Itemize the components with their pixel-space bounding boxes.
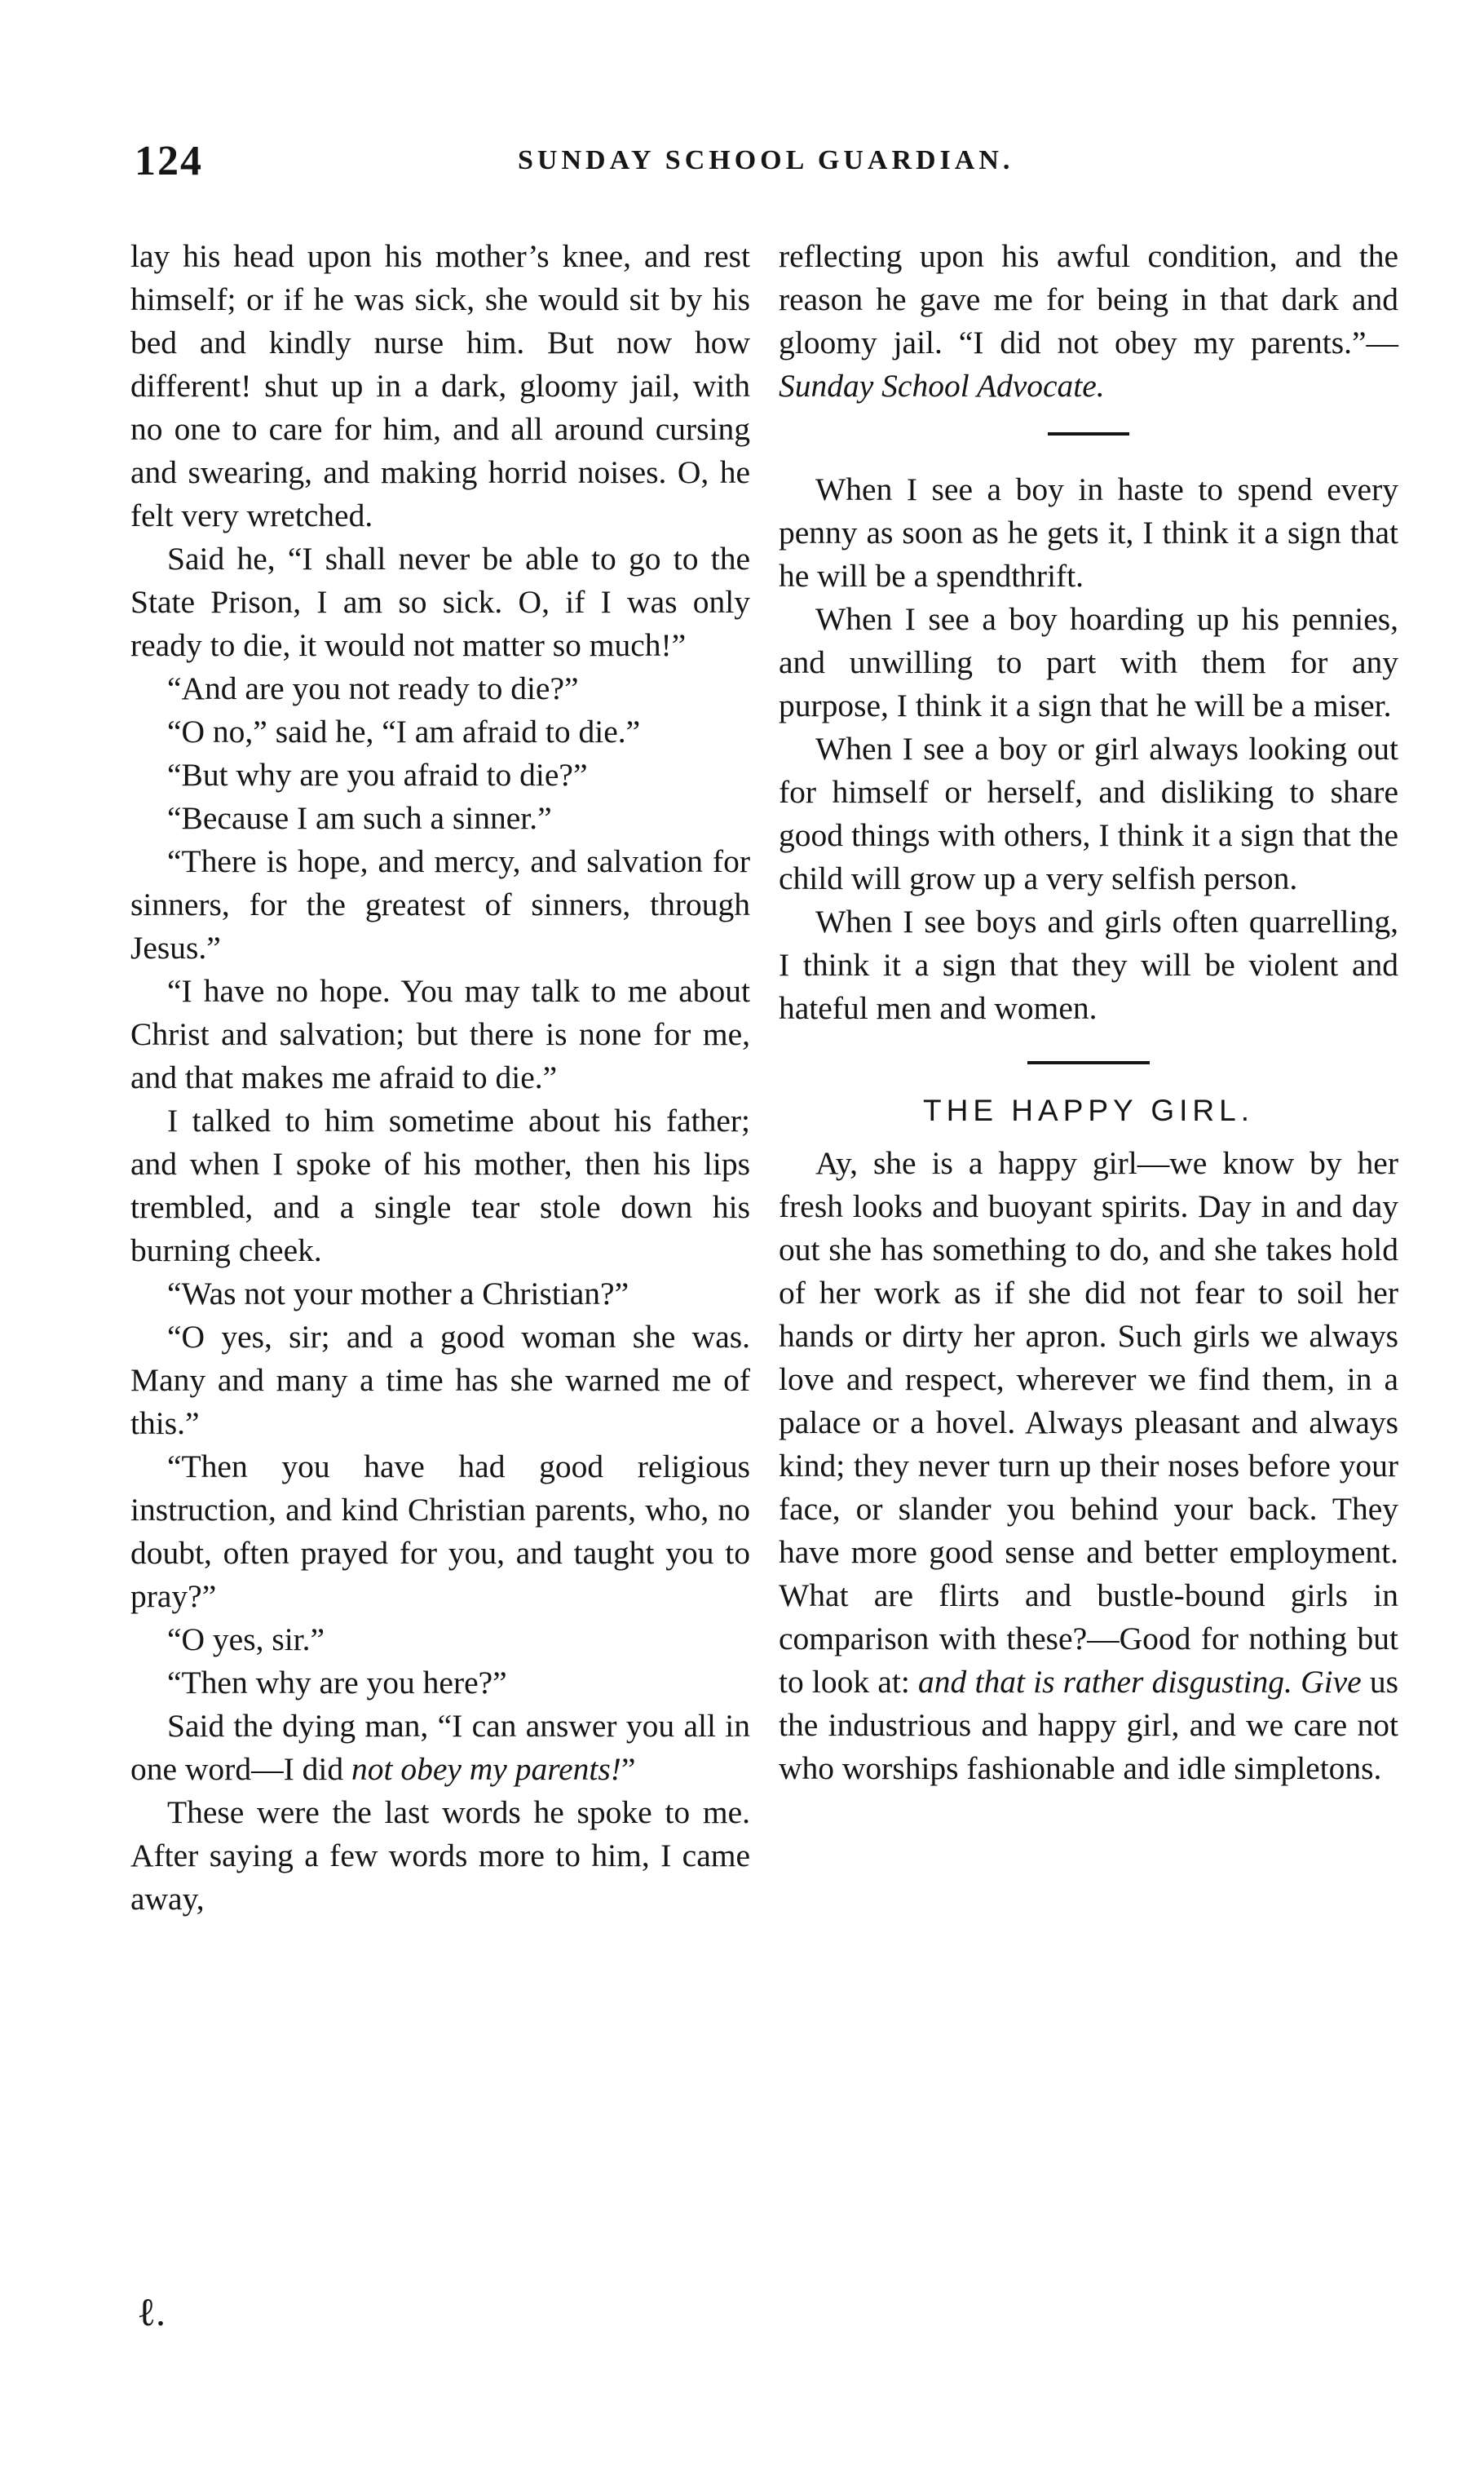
source-credit: Sunday School Advocate. <box>779 368 1105 404</box>
section-heading: THE HAPPY GIRL. <box>923 1094 1254 1127</box>
paragraph-continued <box>779 235 1398 408</box>
paragraph: “Because I am such a sinner.” <box>167 800 552 836</box>
text-run: Said the dying man, “I can answer you all in one word—I did <box>130 1708 750 1787</box>
paragraph: When I see boys and girls often quarrelling, I think it a sign that they will be violent and hateful men and women. <box>779 904 1398 1026</box>
paragraph: “O yes, sir.” <box>167 1621 325 1657</box>
italic-text: not obey my parents! <box>351 1751 621 1787</box>
paragraph: Said he, “I shall never be able to go to the State Prison, I am so sick. O, if I was only ready to die, it would not matter so much!” <box>130 541 750 663</box>
paragraph: When I see a boy hoarding up his pennies, and unwilling to part with them for any purpose, I think it a sign that he will be a miser. <box>779 601 1398 723</box>
footer-mark: ℓ. <box>137 2291 166 2334</box>
text-run: ” <box>621 1751 636 1787</box>
paragraph-last-words <box>130 1705 750 1791</box>
paragraph: “There is hope, and mercy, and salvation for sinners, for the greatest of sinners, through Jesus.” <box>130 843 750 966</box>
paragraph-happy-girl <box>779 1142 1398 1790</box>
paragraph: I talked to him sometime about his father; and when I spoke of his mother, then his lips trembled, and a single tear stole down his burning cheek. <box>130 1103 750 1268</box>
paragraph: “Was not your mother a Christian?” <box>167 1276 629 1311</box>
section-divider <box>1048 432 1129 436</box>
text-run: reflecting upon his awful condition, and the reason he gave me for being in that dark and gloomy jail. “I did not obey my parents.”— <box>779 238 1398 360</box>
paragraph: “Then why are you here?” <box>167 1665 507 1701</box>
paragraph: When I see a boy or girl always looking out for himself or herself, and disliking to share good things with others, I think it a sign that the child will grow up a very selfish person. <box>779 731 1398 896</box>
paragraph: “O yes, sir; and a good woman she was. Many and many a time has she warned me of this.” <box>130 1319 750 1441</box>
right-column <box>779 235 1398 1790</box>
page-header <box>135 137 1374 186</box>
page-number: 124 <box>135 138 203 184</box>
text-run: Ay, she is a happy girl—we know by her fresh looks and buoyant spirits. Day in and day out she has something to do, and she takes hold of her work as if she did not fear to soil her hands or dirty her apron. Such girls we always love and respect, wherever we find them, in a palace or a hovel. Always pleasant and always kind; they never turn up their noses before your face, or slander you behind your back. They have more good sense and better employment. What are flirts and bustle-bound girls in comparison with these?—Good for nothing but to look at: <box>779 1145 1398 1700</box>
paragraph: “O no,” said he, “I am afraid to die.” <box>167 714 641 750</box>
paragraph: “But why are you afraid to die?” <box>167 757 588 793</box>
paragraph: lay his head upon his mother’s knee, and rest himself; or if he was sick, she would sit by his bed and kindly nurse him. But now how different! shut up in a dark, gloomy jail, with no one to care for him, and all around cursing and swearing, and making horrid noises. O, he felt very wretched. <box>130 238 750 533</box>
paragraph: “I have no hope. You may talk to me about Christ and salvation; but there is none for me, and that makes me afraid to die.” <box>130 973 750 1095</box>
left-column <box>130 235 750 1921</box>
italic-text: and that is rather disgusting. Give <box>918 1664 1362 1700</box>
paragraph: When I see a boy in haste to spend every penny as soon as he gets it, I think it a sign that he will be a spendthrift. <box>779 471 1398 594</box>
section-divider <box>1027 1061 1150 1064</box>
paragraph: “Then you have had good religious instruction, and kind Christian parents, who, no doubt, often prayed for you, and taught you to pray?” <box>130 1448 750 1614</box>
paragraph: “And are you not ready to die?” <box>167 670 579 706</box>
text-run: us the industrious and happy girl, and we care not who worships fashionable and idle simpletons. <box>779 1664 1398 1786</box>
running-head: SUNDAY SCHOOL GUARDIAN. <box>518 145 1014 175</box>
paragraph: These were the last words he spoke to me. After saying a few words more to him, I came away, <box>130 1794 750 1917</box>
